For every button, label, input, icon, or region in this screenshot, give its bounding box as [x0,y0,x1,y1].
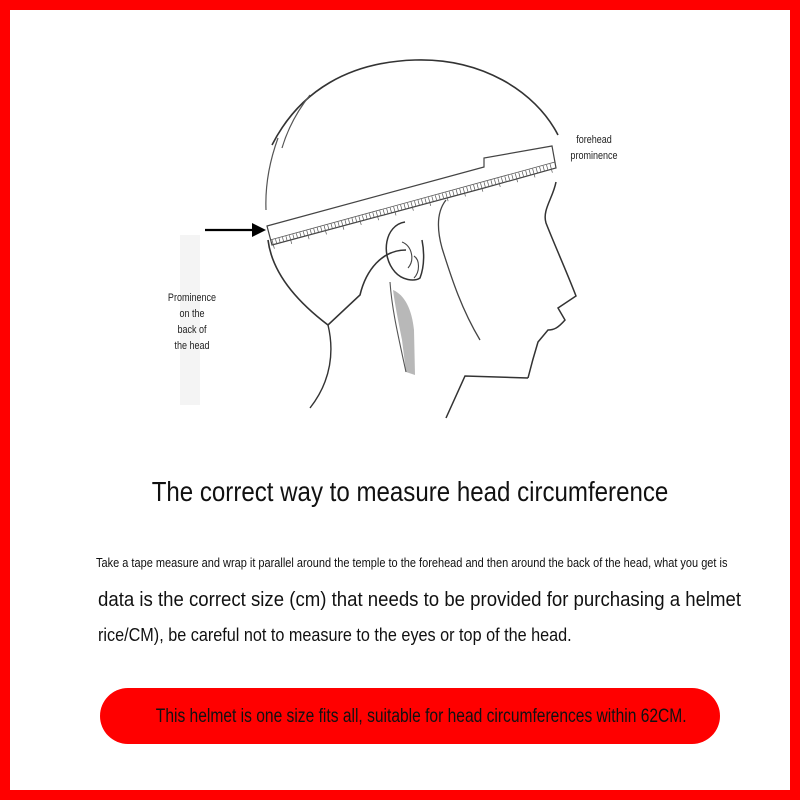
size-banner-text: This helmet is one size fits all, suitable for head circumferences within 62CM. [155,706,687,727]
back-label-line: Prominence [167,292,217,304]
neck-front-outline [446,376,528,418]
description-line: Take a tape measure and wrap it parallel around the temple to the forehead and then around the back of the head, what you get is [96,555,728,570]
hair-strokes [266,95,310,210]
back-label-line: on the [179,308,205,320]
back-of-head-outline [268,240,406,325]
jaw-outline [439,200,480,340]
description-line: rice/CM), be careful not to measure to the eyes or top of the head. [98,625,572,645]
back-label-line: back of [177,324,207,336]
back-label-line: the head [174,340,210,352]
measuring-tape [267,146,556,249]
size-banner [100,688,720,744]
description-line: data is the correct size (cm) that needs to be provided for purchasing a helmet [98,589,742,611]
ear-inner [402,242,419,278]
page-title: The correct way to measure head circumference [151,476,669,507]
forehead-prominence-label [564,132,623,164]
neck-back-outline [310,325,331,408]
forehead-label-line: prominence [570,150,618,162]
head-outline [272,60,558,145]
head-measurement-illustration [10,10,800,430]
back-of-head-prominence-label [154,290,229,354]
forehead-label-line: forehead [576,134,612,146]
arrow-icon [205,223,266,237]
face-profile [528,182,576,378]
